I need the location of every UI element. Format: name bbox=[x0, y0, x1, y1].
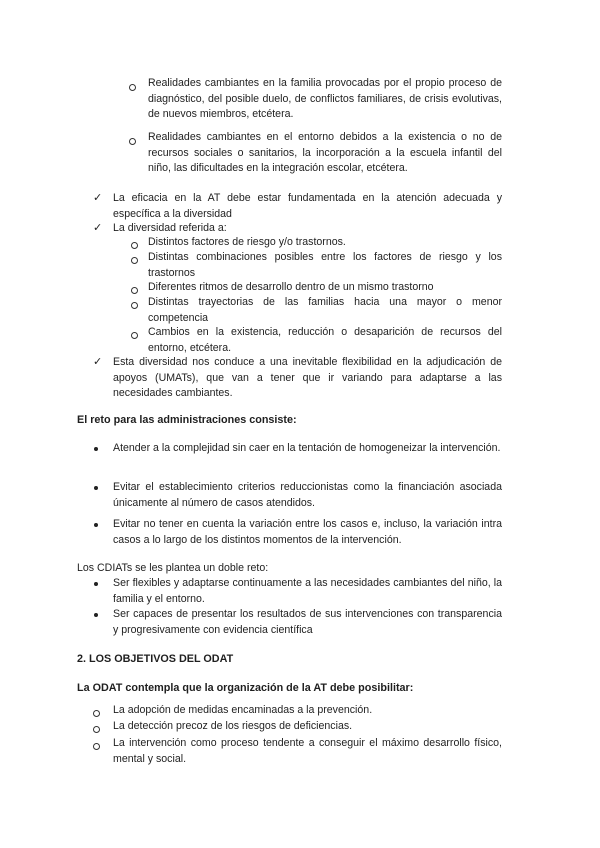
circle-bullet-icon bbox=[131, 242, 138, 249]
circle-bullet-icon bbox=[131, 302, 138, 309]
reto-item: Evitar el establecimiento criterios reduccionistas como la financiación asociada únicamente al número de casos atendidos. bbox=[113, 481, 502, 509]
list-item: La diversidad referida a: bbox=[113, 222, 227, 234]
circle-bullet-icon bbox=[131, 257, 138, 264]
odat-item: La intervención como proceso tendente a conseguir el máximo desarrollo físico, mental y social. bbox=[113, 737, 502, 765]
circle-bullet-icon bbox=[129, 84, 136, 91]
environment-changes-item bbox=[148, 130, 502, 177]
odat-item: La detección precoz de los riesgos de deficiencias. bbox=[113, 720, 353, 732]
diversity-subitem: Distintos factores de riesgo y/o trastornos. bbox=[148, 236, 346, 248]
list-item: Realidades cambiantes en el entorno debidos a la existencia o no de recursos sociales o sanitarios, la incorporación a la escuela infantil del niño, las dificultades en la integración escolar, etcétera. bbox=[148, 131, 502, 174]
reto-heading: El reto para las administraciones consiste: bbox=[77, 414, 297, 426]
diversity-subitem: Diferentes ritmos de desarrollo dentro de un mismo trastorno bbox=[148, 281, 434, 293]
list-item: Esta diversidad nos conduce a una inevitable flexibilidad en la adjudicación de apoyos (UMATs), que van a tener que ir variando para adaptarse a las necesidades cambiantes. bbox=[113, 356, 502, 399]
reto-item: Atender a la complejidad sin caer en la tentación de homogeneizar la intervención. bbox=[113, 442, 501, 454]
list-item: La eficacia en la AT debe estar fundamentada en la atención adecuada y específica a la diversidad bbox=[113, 192, 502, 220]
cdiat-item: Ser capaces de presentar los resultados de sus intervenciones con transparencia y progresivamente con evidencia científica bbox=[113, 608, 502, 636]
reto-item: Evitar no tener en cuenta la variación entre los casos e, incluso, la variación intra casos a lo largo de los distintos momentos de la intervención. bbox=[113, 518, 502, 546]
cdiat-intro: Los CDIATs se les plantea un doble reto: bbox=[77, 562, 269, 574]
odat-item: La adopción de medidas encaminadas a la prevención. bbox=[113, 704, 373, 716]
bullet-icon bbox=[94, 613, 98, 617]
check-icon: ✓ bbox=[93, 356, 103, 368]
flexibility-item bbox=[113, 355, 502, 402]
family-changes-item bbox=[148, 76, 502, 123]
bullet-icon bbox=[94, 486, 98, 490]
circle-bullet-icon bbox=[129, 138, 136, 145]
diversity-subitem: Distintas combinaciones posibles entre los factores de riesgo y los trastornos bbox=[148, 251, 502, 279]
circle-bullet-icon bbox=[131, 287, 138, 294]
list-item: Realidades cambiantes en la familia provocadas por el propio proceso de diagnóstico, del posible duelo, de conflictos familiares, de crisis evolutivas, de nuevos miembros, etcétera. bbox=[148, 77, 502, 120]
diversity-subitem: Distintas trayectorias de las familias hacia una mayor o menor competencia bbox=[148, 296, 502, 324]
circle-bullet-icon bbox=[93, 743, 100, 750]
check-icon: ✓ bbox=[93, 222, 103, 234]
circle-bullet-icon bbox=[93, 710, 100, 717]
section-title: 2. LOS OBJETIVOS DEL ODAT bbox=[77, 653, 234, 665]
circle-bullet-icon bbox=[131, 332, 138, 339]
bullet-icon bbox=[94, 582, 98, 586]
bullet-icon bbox=[94, 447, 98, 451]
bullet-icon bbox=[94, 523, 98, 527]
diversity-subitem: Cambios en la existencia, reducción o desaparición de recursos del entorno, etcétera. bbox=[148, 326, 502, 354]
efficacy-item bbox=[113, 191, 502, 222]
odat-heading: La ODAT contempla que la organización de la AT debe posibilitar: bbox=[77, 682, 414, 694]
check-icon: ✓ bbox=[93, 192, 103, 204]
cdiat-item: Ser flexibles y adaptarse continuamente a las necesidades cambiantes del niño, la familia y el entorno. bbox=[113, 577, 502, 605]
circle-bullet-icon bbox=[93, 726, 100, 733]
